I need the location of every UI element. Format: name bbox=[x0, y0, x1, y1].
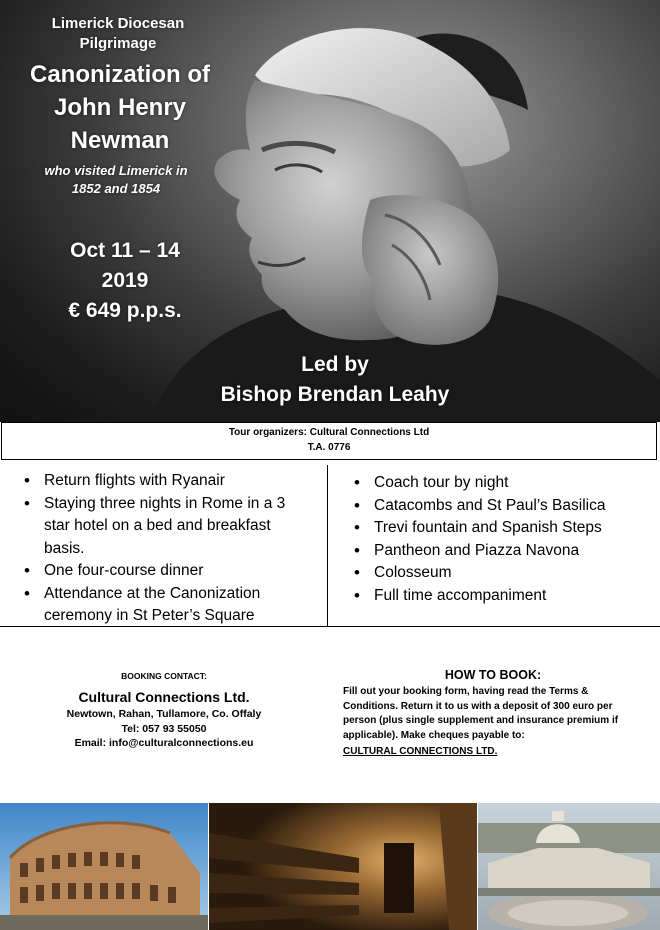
how-to-book-text: Fill out your booking form, having read the Terms & Conditions. Return it to us with a deposit of 300 euro per person (plus single supplement and insurance premium if applicable). Make cheques payable to: bbox=[343, 686, 619, 741]
booking-contact bbox=[40, 670, 288, 751]
led-by bbox=[190, 350, 480, 410]
booking-company: Cultural Connections Ltd. bbox=[78, 689, 250, 705]
event-title-line-3: Newman bbox=[70, 127, 170, 154]
inclusions-list-left bbox=[22, 470, 312, 628]
hero-banner bbox=[0, 0, 660, 422]
led-by-line-2: Bishop Brendan Leahy bbox=[220, 383, 450, 406]
list-item: • Coach tour by night bbox=[352, 472, 652, 495]
column-divider bbox=[327, 465, 328, 626]
booking-address: Newtown, Rahan, Tullamore, Co. Offaly bbox=[66, 708, 262, 720]
list-item: • Colosseum bbox=[352, 562, 652, 585]
diocese-line-1: Limerick Diocesan bbox=[51, 15, 185, 32]
colosseum-photo bbox=[0, 803, 208, 930]
list-item: • Return flights with Ryanair bbox=[22, 470, 312, 493]
list-item: • Full time accompaniment bbox=[352, 585, 652, 608]
section-divider bbox=[0, 626, 660, 627]
dates-line-2: 2019 bbox=[101, 269, 149, 292]
visited-line-1: who visited Limerick in bbox=[44, 163, 188, 178]
how-to-book bbox=[343, 667, 643, 760]
booking-email[interactable]: Email: info@culturalconnections.eu bbox=[74, 737, 254, 749]
list-item: • Catacombs and St Paul’s Basilica bbox=[352, 495, 652, 518]
photo-strip bbox=[0, 803, 660, 930]
visited-note bbox=[26, 162, 206, 198]
catacombs-photo bbox=[209, 803, 477, 930]
st-peters-square-photo bbox=[478, 803, 660, 930]
diocese-heading bbox=[20, 14, 216, 54]
list-item: • One four-course dinner bbox=[22, 560, 312, 583]
list-item: • Pantheon and Piazza Navona bbox=[352, 540, 652, 563]
dates-and-price bbox=[20, 236, 230, 326]
booking-phone[interactable]: Tel: 057 93 55050 bbox=[121, 722, 207, 735]
how-to-book-heading: HOW TO BOOK: bbox=[444, 668, 542, 682]
led-by-line-1: Led by bbox=[301, 353, 369, 376]
dates-line-1: Oct 11 – 14 bbox=[70, 239, 180, 262]
organizer-line-1: Tour organizers: Cultural Connections Ltd bbox=[228, 427, 430, 438]
list-item: • Staying three nights in Rome in a 3 star hotel on a bed and breakfast basis. bbox=[22, 493, 312, 561]
visited-line-2: 1852 and 1854 bbox=[71, 181, 161, 196]
inclusions-section bbox=[0, 462, 660, 626]
list-item: • Trevi fountain and Spanish Steps bbox=[352, 517, 652, 540]
inclusions-list-right bbox=[352, 472, 652, 607]
cheque-payee: CULTURAL CONNECTIONS LTD. bbox=[343, 746, 498, 757]
list-item: • Attendance at the Canonization ceremony in St Peter’s Square bbox=[22, 583, 312, 628]
event-title-line-1: Canonization of bbox=[30, 61, 210, 88]
event-title-line-2: John Henry bbox=[53, 94, 187, 121]
tour-organizer-box bbox=[1, 422, 657, 460]
organizer-line-2: T.A. 0776 bbox=[307, 442, 351, 453]
booking-contact-heading: BOOKING CONTACT: bbox=[121, 671, 207, 681]
diocese-line-2: Pilgrimage bbox=[79, 35, 157, 52]
event-title bbox=[8, 58, 232, 157]
price: € 649 p.p.s. bbox=[68, 299, 182, 322]
